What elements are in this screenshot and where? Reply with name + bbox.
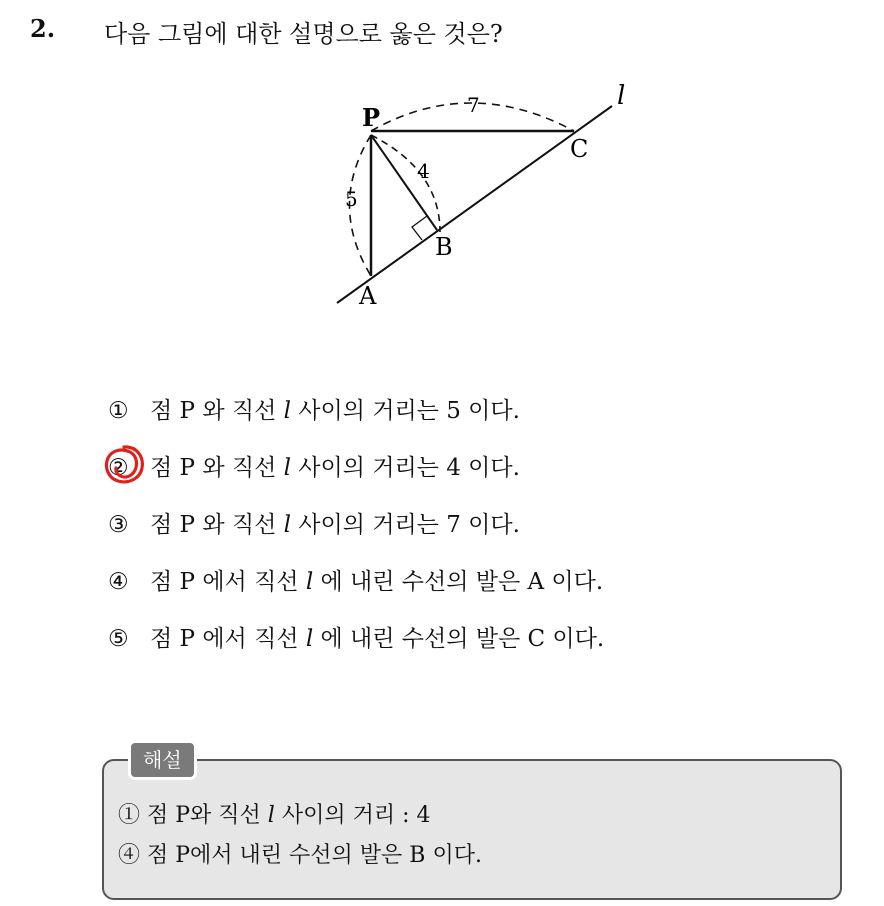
length-PA: 5	[345, 187, 358, 211]
choice-number: ①	[108, 398, 129, 424]
solution-tag: 해설	[128, 740, 197, 780]
solution-line-2: ④ 점 P에서 내린 수선의 발은 B 이다.	[118, 843, 482, 868]
choice-number: ⑤	[108, 626, 129, 652]
label-B: B	[435, 233, 453, 261]
label-C: C	[570, 135, 589, 163]
geometry-figure	[0, 0, 884, 340]
choice-variable: l	[305, 569, 314, 595]
label-l: l	[617, 81, 626, 111]
choice-variable: l	[283, 398, 291, 424]
solution-text: ① 점 P와 직선	[118, 803, 268, 828]
choice-text: 에 내린 수선의 발은 C 이다.	[313, 626, 605, 652]
choice-text: 점 P 와 직선	[150, 398, 284, 424]
choice-text: 사이의 거리는 7 이다.	[290, 512, 520, 538]
right-angle-mark	[412, 216, 427, 240]
choice-5[interactable]	[108, 622, 604, 679]
solution-text: 사이의 거리 : 4	[274, 803, 431, 828]
choice-text: 점 P 에서 직선	[150, 569, 306, 595]
choice-text: 점 P 에서 직선	[150, 626, 306, 652]
choice-text: 사이의 거리는 5 이다.	[290, 398, 520, 424]
choice-3[interactable]	[108, 508, 604, 565]
length-PC: 7	[467, 93, 480, 117]
solution-variable: l	[267, 803, 275, 828]
question-number: 2.	[30, 14, 56, 43]
length-PB: 4	[417, 159, 430, 183]
solution-box	[102, 759, 842, 900]
solution-line-1	[118, 798, 431, 829]
choice-text: 에 내린 수선의 발은 A 이다.	[313, 569, 604, 595]
choice-number: ③	[108, 512, 129, 538]
choice-text: 사이의 거리는 4 이다.	[290, 455, 520, 481]
choice-number: ②	[108, 455, 129, 481]
choice-2[interactable]	[108, 451, 604, 508]
label-P: P	[362, 103, 381, 132]
choice-list	[108, 394, 604, 679]
choice-text: 점 P 와 직선	[150, 455, 284, 481]
question-text: 다음 그림에 대한 설명으로 옳은 것은?	[104, 20, 503, 48]
choice-variable: l	[283, 512, 291, 538]
choice-variable: l	[283, 455, 291, 481]
choice-text: 점 P 와 직선	[150, 512, 284, 538]
label-A: A	[359, 282, 377, 310]
answer-circle-mark	[100, 441, 148, 489]
choice-number: ④	[108, 569, 129, 595]
choice-variable: l	[305, 626, 314, 652]
choice-4[interactable]	[108, 565, 604, 622]
choice-1[interactable]	[108, 394, 604, 451]
